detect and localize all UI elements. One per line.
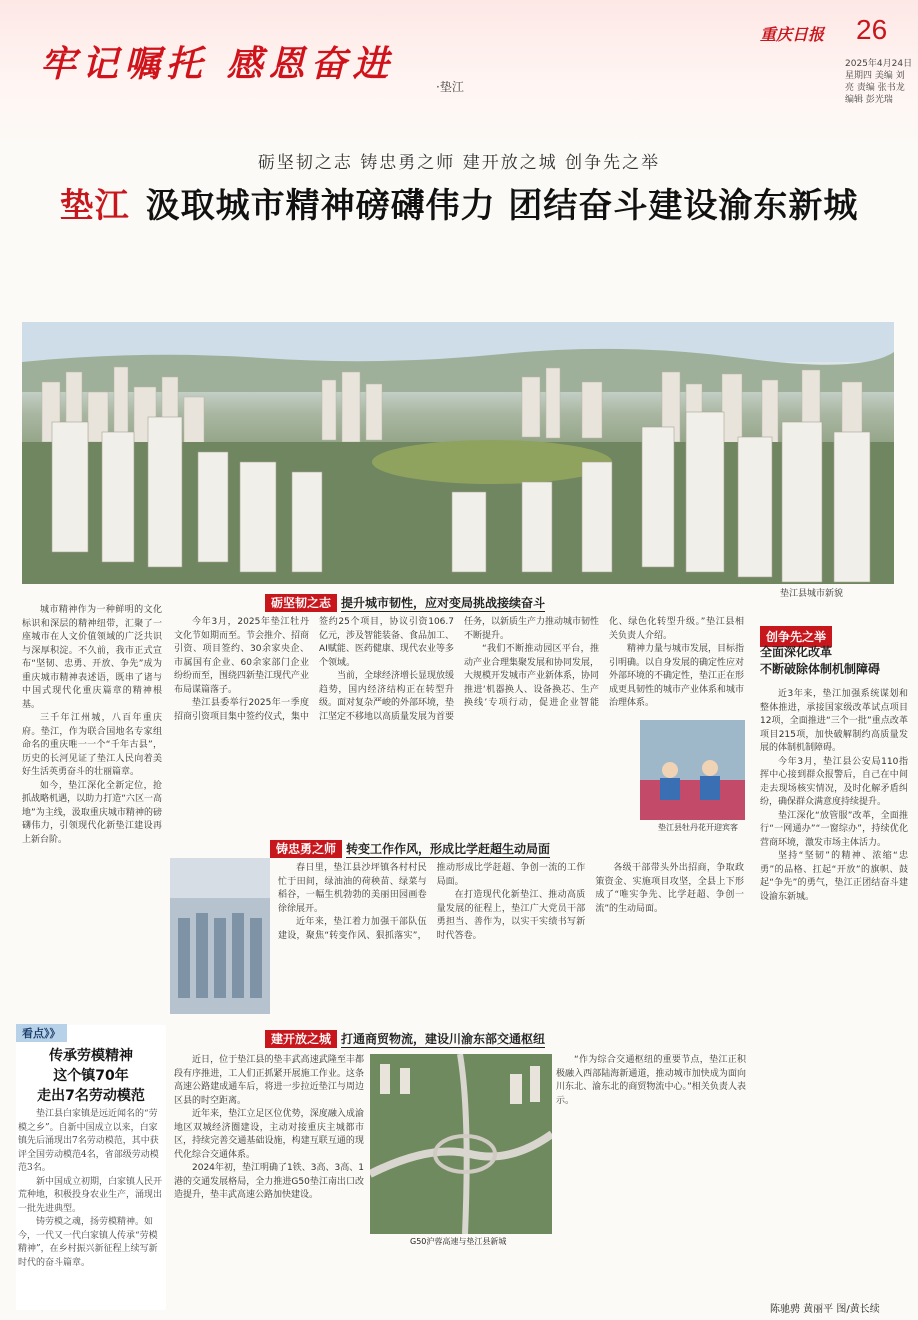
article-byline: 陈驰骋 黄丽平 图/黄长续	[770, 1304, 880, 1315]
sidebar-body	[18, 1108, 164, 1270]
section2-body	[278, 862, 744, 1032]
section2-paragraph: 近年来，垫江着力加强干部队伍建设，聚焦“转变作风、狠抓落实”，推动形成比学赶超、争创一流的工作局面。	[278, 863, 586, 941]
section1-title: 提升城市韧性，应对变局挑战接续奋斗	[341, 596, 546, 610]
section3-body-2	[556, 1054, 746, 1304]
section2-header	[270, 840, 550, 858]
section2-paragraph: 在打造现代化新垫江、推动高质量发展的征程上，垫江广大党员干部勇担当、善作为，以实干实绩书写新时代答卷。	[436, 890, 586, 941]
section1-paragraph: 垫江县委举行2025年一季度招商引资项目集中签约仪式，集中签约25个项目，协议引资106.7亿元，涉及智能装备、食品加工、AI赋能、医药健康、现代农业等多个领域。	[174, 617, 455, 722]
city-photo	[22, 322, 894, 584]
peony-image	[640, 720, 745, 820]
factory-image	[170, 858, 270, 1014]
page-number: 26	[856, 14, 888, 45]
right-box-paragraph: 坚持“坚韧”的精神、浓缩“忠勇”的品格、扛起“开放”的旗帜、鼓起“争先”的勇气，垫江正团结奋斗建设渝东新城。	[760, 851, 908, 902]
section3-body	[174, 1054, 364, 1304]
highway-photo	[370, 1054, 552, 1234]
intro-paragraph: 三千年江州城，八百年重庆府。垫江，作为联合国地名专家组命名的重庆唯一一个“千年古县”，历史的长河见证了垫江人民向着美好生活英勇奋斗的壮丽篇章。	[22, 713, 162, 777]
right-box-subtitle	[760, 644, 910, 678]
sidebar-tag: 看点》》	[16, 1024, 67, 1042]
section1-header	[265, 594, 545, 612]
sidebar-paragraph: 新中国成立初期，白家镇人民开荒种地，积极投身农业生产，涌现出一批先进典型。	[18, 1176, 163, 1214]
sidebar-title-line: 传承劳模精神	[49, 1048, 133, 1064]
sidebar-title-line: 这个镇70年	[53, 1068, 129, 1084]
masthead-slogan: 牢记嘱托 感恩奋进	[40, 43, 395, 85]
peony-photo	[640, 720, 745, 820]
sidebar-paragraph: 铸劳模之魂，扬劳模精神。如今，一代又一代白家镇人传承“劳模精神”，在乡村振兴新征程上续写新时代的奋斗篇章。	[18, 1217, 158, 1268]
right-box-paragraph: 近3年来，垫江加强系统谋划和整体推进，承接国家级改革试点项目12项，全面推进“三个一批”重点改革项目215项，加快破解制约高质量发展的体制机制障碍。	[760, 689, 908, 753]
intro-paragraph: 城市精神作为一种鲜明的文化标识和深层的精神纽带，汇聚了一座城市在人文价值领域的广泛共识与深厚积淀。不久前，我市正式宣布“坚韧、忠勇、开放、争先”成为重庆城市精神表述语，既串了诸与中国式现代化重庆篇章的精神根基。	[22, 605, 162, 710]
headline-text: 汲取城市精神磅礴伟力 团结奋斗建设渝东新城	[145, 186, 859, 226]
section1-paragraph: 当前，全球经济增长显现放缓趋势，国内经济结构正在转型升级。面对复杂严峻的外部环境，垫江坚定不移地以高质量发展为首要任务，以新质生产力推动城市韧性不断提升。	[319, 617, 600, 722]
right-box-paragraph: 今年3月，垫江县公安局110指挥中心接到群众报警后，自己在中间走去现场核实情况，及时化解矛盾纠纷，确保群众满意度持续提升。	[760, 756, 908, 807]
section3-paragraph: 2024年初，垫江明确了1铁、3高、3高、1港的交通发展格局，全力推进G50垫江南出口改造提升，垫丰武高速公路加快建设。	[174, 1163, 364, 1200]
highway-photo-caption: G50沪蓉高速与垫江县新城	[410, 1237, 507, 1246]
right-box-paragraph: 垫江深化“放管服”改革，全面推行“一网通办”“一窗综办”，持续优化营商环境，激发市场主体活力。	[760, 810, 908, 848]
issue-meta: 2025年4月24日 星期四 美编 刘 亮 责编 张书龙 编辑 彭光瑞	[845, 59, 913, 105]
highway-image	[370, 1054, 552, 1234]
section2-tag: 铸忠勇之师	[270, 840, 342, 858]
section3-title: 打通商贸物流，建设川渝东部交通枢纽	[341, 1032, 546, 1046]
section3-paragraph: “作为综合交通枢纽的重要节点，垫江正积极融入西部陆海新通道，推动城市加快成为面向川东北、渝东北的商贸物流中心。”相关负责人表示。	[556, 1055, 746, 1106]
section2-paragraph: 春日里，垫江县沙坪镇各村村民忙于田间，绿油油的荷秧苗、绿菜与稻谷，一幅生机勃勃的美丽田园画卷徐徐展开。	[278, 863, 427, 914]
paper-name: 重庆日报	[760, 25, 825, 44]
factory-photo	[170, 858, 270, 1014]
section3-paragraph: 近年来，垫江立足区位优势，深度融入成渝地区双城经济圈建设，主动对接重庆主城都市区，持续完善交通基础设施，构建互联互通的现代化综合交通体系。	[174, 1109, 364, 1160]
intro-paragraph: 如今，垫江深化全新定位，抢抓战略机遇，以助力打造“六区一高地”为主线，汲取重庆城市精神的磅礴伟力，引领现代化新垫江建设再上新台阶。	[22, 780, 162, 845]
section1-paragraph: “我们不断推动园区平台，推动产业合理集聚发展和协同发展，大规模开发城市产业新体系，协同推进‘机器换人、设备换芯、生产换线’专项行动，促进企业智能化、绿色化转型升级。”垫江县相关负责人介绍。	[464, 617, 744, 708]
city-skyline-image	[22, 322, 894, 584]
section1-paragraph: 今年3月，2025年垫江牡丹文化节如期而至。节会推介、招商引资、项目签约、30余家央企、市属国有企业、60余家部门企业纷纷而至，围绕四新垫江现代产业布局谋篇落子。	[174, 617, 310, 695]
section3-paragraph: 近日，位于垫江县的垫丰武高速武隆至丰都段有序推进，工人们正抓紧开展施工作业。这条高速公路建成通车后，将进一步拉近垫江与周边区县的时空距离。	[174, 1055, 364, 1106]
section1-tag: 砺坚韧之志	[265, 594, 337, 612]
photo-caption: 垫江县城市新貌	[780, 589, 844, 599]
right-box-line2: 不断破除体制机制障碍	[760, 662, 881, 676]
sidebar-title	[16, 1046, 166, 1106]
section1-paragraph: 精神力量与城市发展，目标指引明确。以自身发展的确定性应对外部环境的不确定性，垫江正在形成更具韧性的城市产业体系和城市治理体系。	[609, 644, 744, 708]
peony-photo-caption: 垫江县牡丹花开迎宾客	[658, 823, 738, 832]
article-headline	[0, 178, 918, 227]
masthead-region-tag: ·垫江	[436, 80, 464, 94]
section2-title: 转变工作作风，形成比学赶超生动局面	[346, 842, 551, 856]
right-box-tag: 创争先之举	[760, 626, 832, 647]
section3-tag: 建开放之城	[265, 1030, 337, 1048]
headline-place: 垫江	[59, 186, 130, 226]
sidebar-title-line: 走出7名劳动模范	[37, 1088, 145, 1104]
right-box-body	[760, 688, 908, 1288]
section3-header	[265, 1030, 545, 1048]
sidebar-paragraph: 垫江县白家镇是远近闻名的“劳模之乡”。自新中国成立以来，白家镇先后涌现出7名劳动模范，其中获评全国劳动模范4名，省部级劳动模范3名。	[18, 1109, 159, 1173]
right-box-line1: 全面深化改革	[760, 645, 833, 659]
section2-paragraph: 各级干部带头外出招商，争取政策资金、实施项目攻坚，全县上下形成了“唯实争先、比学赶超、争创一流”的生动局面。	[595, 863, 744, 914]
article-subhead: 砺坚韧之志 铸忠勇之师 建开放之城 创争先之举	[257, 153, 661, 173]
intro-text	[22, 604, 162, 847]
